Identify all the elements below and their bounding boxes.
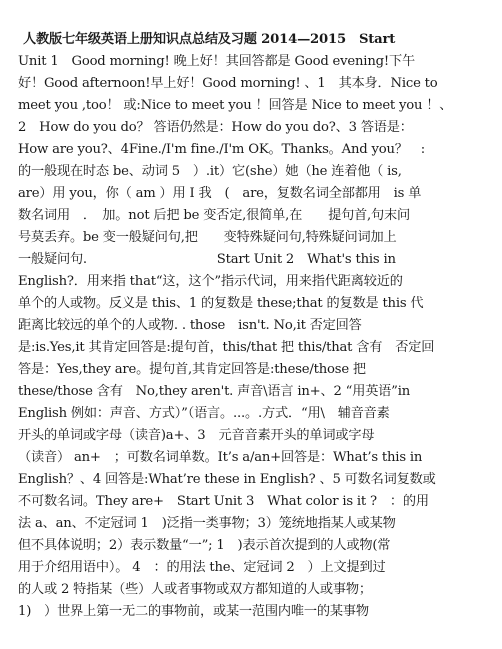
doc-line-3: 好！Good afternoon!早上好！Good morning! 、1 其本身．Nice to: [18, 76, 438, 91]
doc-line-2: Unit 1 Good morning! 晚上好！其回答都是 Good evening!下午: [18, 54, 415, 69]
doc-line-6: How are you?、4Fine./I'm fine./I'm OK。Thanks。And you？ :: [18, 142, 426, 157]
doc-line-11: 一般疑问句. Start Unit 2 What's this in: [18, 252, 396, 267]
doc-line-9: 数名词用 ． 加。not 后把 be 变否定,很简单,在 提句首,句末问: [18, 208, 411, 223]
doc-line-5: 2 How do you do？ 答语仍然是：How do you do?、3 答语是：: [18, 120, 413, 135]
doc-line-12: English?．用来指 that“这，这个”指示代词，用来指代距离较近的: [18, 274, 403, 289]
doc-line-22: 不可数名词。They are+ Start Unit 3 What color is it ? ：的用: [18, 494, 429, 509]
doc-line-19: 开头的单词或字母（读音)a+、3 元音音素开头的单词或字母: [18, 428, 375, 443]
doc-line-14: 距离比较远的单个的人或物. . those isn't. No,it 否定回答: [18, 318, 362, 333]
doc-line-8: are）用 you，你（ am ）用 I 我 ( are，复数名词全部都用 is 单: [18, 186, 422, 201]
doc-line-27: 1) ）世界上第一无二的事物前，或某一范围内唯一的某事物: [18, 604, 369, 619]
doc-line-25: 用于介绍用语中）。 4 ：的用法 the、定冠词 2 ）上文提到过: [18, 560, 386, 575]
doc-line-26: 的人或 2 特指某（些）人或者事物或双方都知道的人或事物；: [18, 582, 372, 597]
doc-line-17: these/those 含有 No,they aren't. 声音\语言 in+、2 “用英语”in: [18, 384, 411, 399]
doc-line-4: meet you ,too！ 或:Nice to meet you ！回答是 Nice to meet you ！、: [18, 98, 453, 113]
doc-line-20: （读音） an+ ；可数名词单数。It’s a/an+回答是：What’s this in: [18, 450, 423, 465]
doc-line-7: 的一般现在时态 be、动词 5 ）.it）它(she）她（he 连着他（ is,: [18, 164, 402, 179]
doc-line-13: 单个的人或物。反义是 this、1 的复数是 these;that 的复数是 this 代: [18, 296, 424, 311]
doc-line-15: 是:is.Yes,it 其肯定回答是:提句首，this/that 把 this/that 含有 否定回: [18, 340, 435, 355]
doc-line-1: 人教版七年级英语上册知识点总结及习题 2014—2015 Start: [23, 32, 396, 47]
doc-line-23: 法 a、an、不定冠词 1 )泛指一类事物；3）笼统地指某人或某物: [18, 516, 396, 531]
doc-line-21: English？、4 回答是:What’re these in English? 、5 可数名词复数或: [18, 472, 436, 487]
doc-line-24: 但不具体说明；2）表示数量“一”; 1 )表示首次提到的人或物(常: [18, 538, 391, 553]
doc-line-18: English 例如：声音、方式）”（语言。...。.方式．“用\ 辅音音素: [18, 406, 390, 421]
doc-line-10: 号莫丢弃。be 变一般疑问句,把 变特殊疑问句,特殊疑问词加上: [18, 230, 397, 245]
doc-line-16: 答是：Yes,they are。提句首,其肯定回答是:these/those 把: [18, 362, 366, 377]
